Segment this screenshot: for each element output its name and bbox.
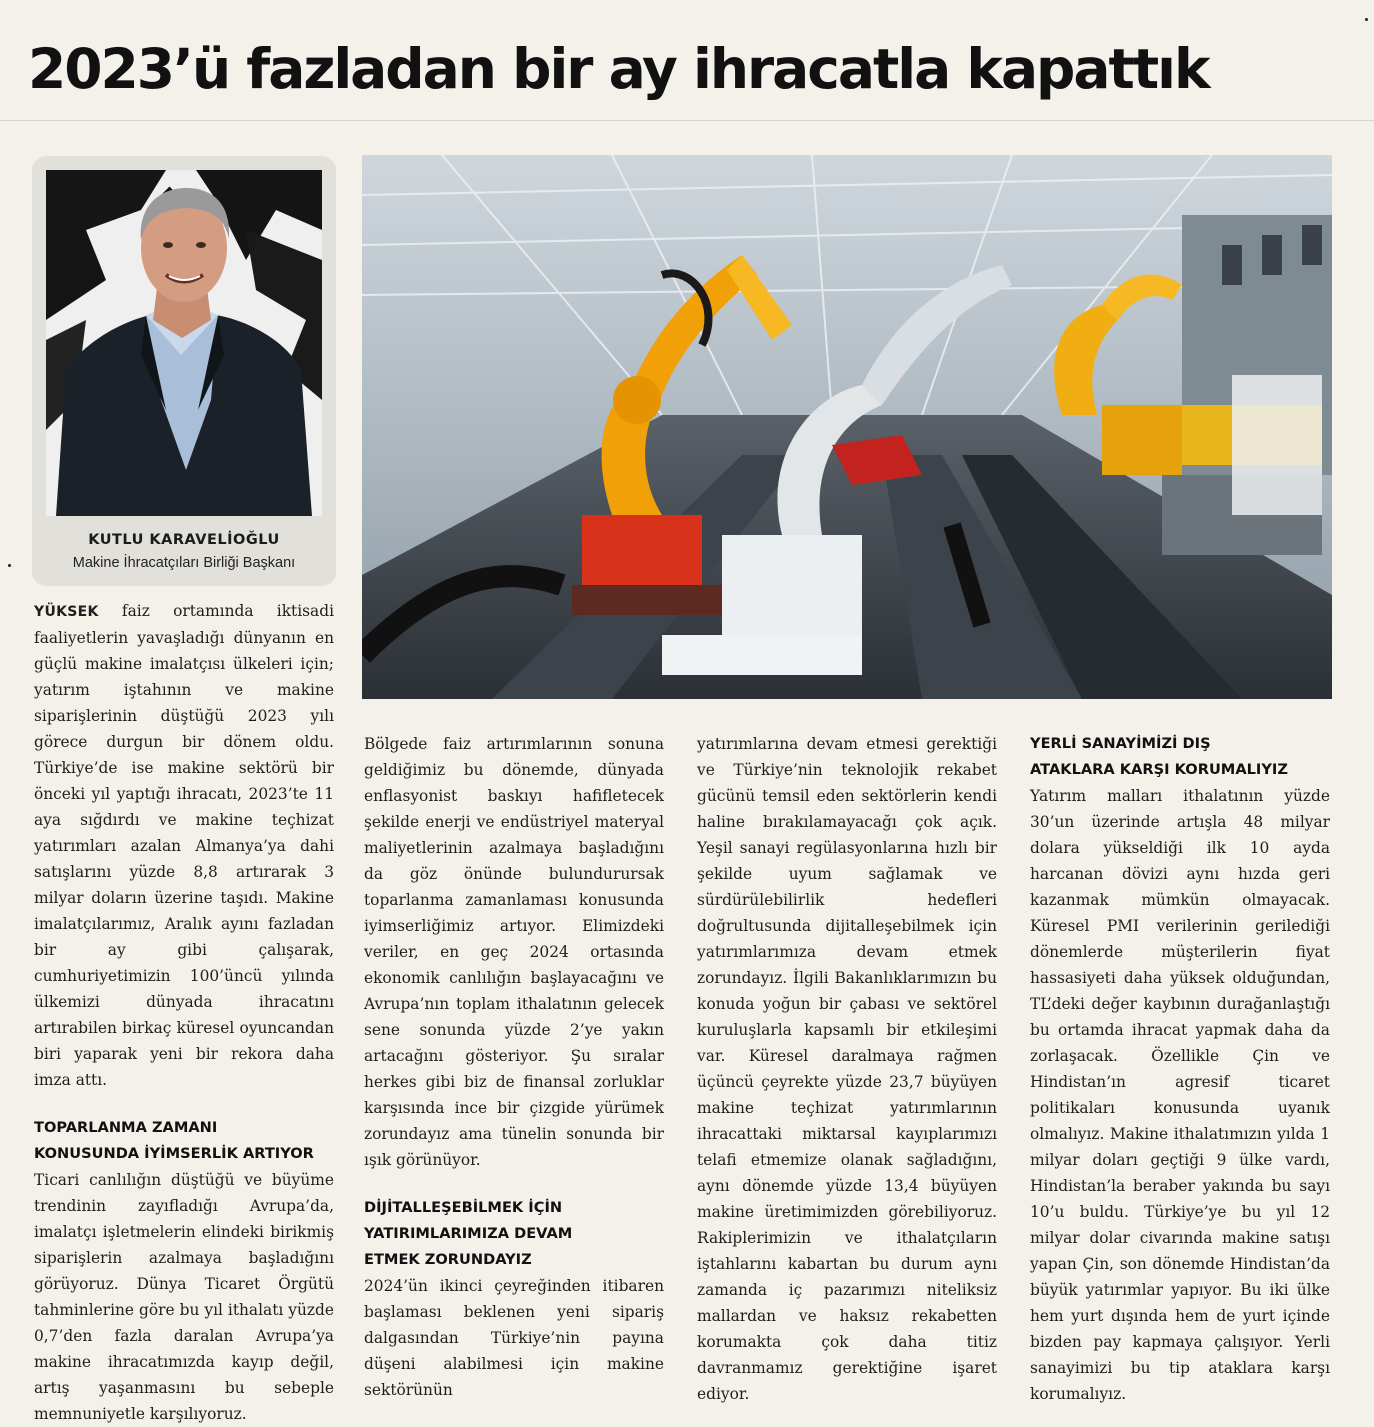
subheading-3-line-2: ATAKLARA KARŞI KORUMALIYIZ [1030,761,1288,778]
subheading-1-line-2: KONUSUNDA İYİMSERLİK ARTIYOR [34,1145,314,1162]
paragraph-5: Yatırım malları ithalatının yüzde 30’un üzerinde artışla 48 milyar dolara yükseldiği ilk 10 ayda harcanan dövizi aynı hızda geri kazanmak mümkün olmayacak. Küresel PMI verilerinin gerilediği dönemlerde müşterilerin fiyat hassasiyeti daha yüksek olduğundan, TL’deki değer kaybının durağanlaştığı bu ortamda ihracat yapmak daha da zorlaşacak. Özellikle Çin ve Hindistan’ın agresif ticaret politikaları konusunda uyanık olmalıyız. Makine ithalatımızın yılda 1 milyar doları geçtiği 9 ülke vardı, Hindistan’la beraber yakında bu sayı 10’u buldu. Türkiye’ye bu yıl 12 milyar dolar civarında makine satışı yapan Çin, son dönemde Hindistan’da büyük yatırımlar yapıyor. Bu iki ülke hem yurt dışında hem de yurt içinde bizden pay kapmaya çalışıyor. Yerli sanayimizi bu tip ataklara karşı korumalıyız. [1030,787,1330,1403]
paragraph-4: yatırımlarına devam etmesi gerektiği ve Türkiye’nin teknolojik rekabet gücünü temsil eden sektörlerin kendi haline bırakılamayacağı çok açık. Yeşil sanayi regülasyonlarına hızlı bir şekilde uyum sağlamak ve sürdürülebilirlik hedefleri doğrultusunda dijitalleşebilmek için yatırımlarımıza devam etmek zorundayız. İlgili Bakanlıklarımızın bu konuda yoğun bir çabası ve sektörel kuruluşlarla kapsamlı bir etkileşimi var. Küresel daralmaya rağmen üçüncü çeyrekte yüzde 23,7 büyüyen makine teçhizat yatırımlarının ihracattaki miktarsal kayıplarımızı telafi etmemize olanak sağladığını, aynı dönemde yüzde 13,4 büyüyen makine üretimimizden görebiliyoruz. Rakiplerimizin ve ithalatçıların iştahlarını kabartan bu durum aynı zamanda iç pazarımızı niteliksiz mallardan ve haksız rekabetten korumakta çok daha titiz davranmamız gerektiğine işaret ediyor. [697,735,997,1403]
subheading-2 [364,1195,664,1273]
scan-speck [1365,18,1368,21]
article-column-2 [364,731,664,1403]
lead-word: YÜKSEK [34,604,99,620]
portrait-photo [46,170,322,516]
header-divider [0,120,1374,121]
portrait-card [32,156,336,586]
paragraph-3: 2024’ün ikinci çeyreğinden itibaren başlaması beklenen yeni sipariş dalgasından Türkiye’nin payına düşeni alabilmesi için makine sektörünün [364,1277,664,1399]
portrait-title: Makine İhracatçıları Birliği Başkanı [72,555,296,571]
subheading-2-line-3: ETMEK ZORUNDAYIZ [364,1251,532,1268]
paragraph-2: Bölgede faiz artırımlarının sonuna geldiğimiz bu dönemde, dünyada enflasyonist baskıyı hafifletecek şekilde enerji ve endüstriyel materyal maliyetlerinin azalmaya başladığını da göz önünde bulundurursak toparlanma zamanlaması konusunda iyimserliğimiz artıyor. Elimizdeki veriler, en geç 2024 ortasında ekonomik canlılığın başlayacağını ve Avrupa’nın toplam ithalatının gelecek sene sonunda yüzde 2’ye yakın artacağını gösteriyor. Şu sıralar herkes gibi biz de finansal zorluklar karşısında ince bir çizgide yürümek zorundayız ama tünelin sonunda bir ışık görünüyor. [364,735,664,1169]
scan-speck [8,564,11,567]
intro-paragraph [34,598,334,1093]
article-column-3 [697,731,997,1407]
subheading-1-line-1: TOPARLANMA ZAMANI [34,1119,218,1136]
factory-robots-photo [362,155,1332,699]
paragraph-1: Ticari canlılığın düştüğü ve büyüme trendinin zayıfladığı Avrupa’da, imalatçı işletmelerin elindeki birikmiş siparişlerin azalmaya başladığını görüyoruz. Dünya Ticaret Örgütü tahminlerine göre bu yıl ithalatı yüzde 0,7’den fazla daralan Avrupa’ya makine ihracatımızda kayıp değil, artış yaşanmasını bu sebeple memnuniyetle karşılıyoruz. [34,1171,334,1423]
intro-text: faiz ortamında iktisadi faaliyetlerin yavaşladığı dünyanın en güçlü makine imalatçısı ülkeleri için; yatırım iştahının ve makine siparişlerinin düştüğü 2023 yılı görece durgun bir dönem oldu. Türkiye’de ise makine sektörü bir önceki yıl yaptığı ihracatı, 2023’te 11 aya sığdırdı ve makine teçhizat yatırımları azalan Almanya’ya dahi satışlarını yüzde 8,8 artırarak 3 milyar doların üzerine taşıdı. Makine imalatçılarımız, Aralık ayını fazladan bir ay gibi çalışarak, cumhuriyetimizin 100’üncü yılında ülkemizi dünyada ihracatını artırabilen birkaç küresel oyuncandan biri yaparak yeni bir rekora daha imza attı. [34,602,334,1089]
subheading-2-line-2: YATIRIMLARIMIZA DEVAM [364,1225,573,1242]
article-column-1 [34,598,334,1427]
subheading-2-line-1: DİJİTALLEŞEBİLMEK İÇİN [364,1199,563,1216]
subheading-3 [1030,731,1330,783]
headline: 2023’ü fazladan bir ay ihracatla kapattık [28,37,1209,101]
subheading-3-line-1: YERLİ SANAYİMİZİ DIŞ [1030,735,1211,752]
article-column-4 [1030,731,1330,1407]
portrait-name: KUTLU KARAVELİOĞLU [88,532,280,548]
subheading-1 [34,1115,334,1167]
